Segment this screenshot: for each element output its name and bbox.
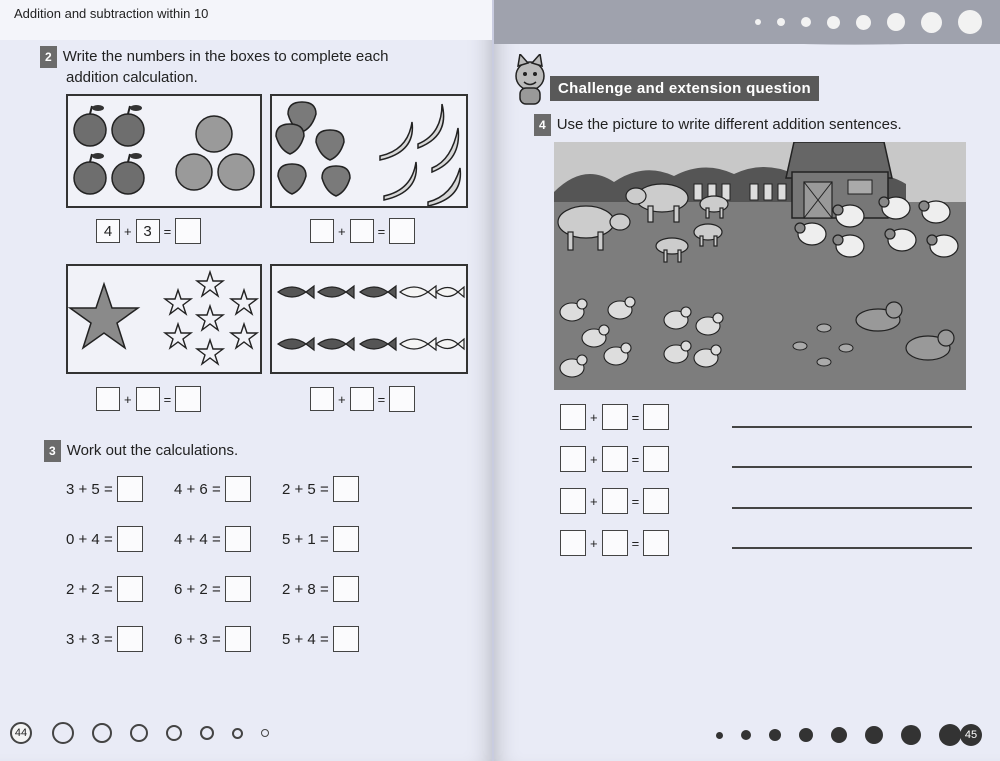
calc-row <box>66 626 390 652</box>
calc-expression: 4 + 4 = <box>174 530 221 548</box>
dot-icon <box>769 729 781 741</box>
calc-item <box>66 626 174 652</box>
q2-line1: Write the numbers in the boxes to complete each <box>62 48 389 65</box>
dot-icon <box>958 10 982 34</box>
dot-icon <box>921 12 942 33</box>
calc-row <box>66 526 390 552</box>
answer-box[interactable] <box>560 530 586 556</box>
answer-box[interactable] <box>602 404 628 430</box>
small-star-icon <box>197 306 223 330</box>
calc-item <box>174 576 282 602</box>
running-title: Addition and subtraction within 10 <box>14 6 209 21</box>
panel-fish <box>270 264 468 374</box>
q4-number: 4 <box>534 114 551 136</box>
dot-icon <box>166 725 182 741</box>
calc-expression: 2 + 8 = <box>282 580 329 598</box>
dot-icon <box>716 732 723 739</box>
dot-icon <box>901 725 921 745</box>
progress-dots-left <box>52 722 269 744</box>
answer-box[interactable] <box>117 626 143 652</box>
panel-strawberries-bananas <box>270 94 468 208</box>
large-star-icon <box>70 284 138 348</box>
dot-icon <box>777 18 785 26</box>
farm-picture <box>554 142 966 390</box>
right-page <box>494 0 1000 761</box>
apple-icon <box>74 114 106 146</box>
apple-icon <box>74 162 106 194</box>
progress-dots-top <box>755 10 982 34</box>
calc-item <box>174 476 282 502</box>
banana-icon <box>384 162 416 200</box>
calc-item <box>174 526 282 552</box>
q3-instruction: Work out the calculations. <box>66 442 239 459</box>
dot-icon <box>200 726 214 740</box>
dot-icon <box>52 722 74 744</box>
answer-box[interactable] <box>350 387 374 411</box>
plus-sign: + <box>338 223 346 239</box>
dot-icon <box>130 724 148 742</box>
small-star-icon <box>231 324 257 348</box>
q2-equation-3 <box>96 386 201 412</box>
answer-box[interactable] <box>389 218 415 244</box>
stars-illustration <box>68 266 260 372</box>
q4-sentence-4 <box>560 530 669 556</box>
challenge-banner: Challenge and extension question <box>550 76 819 101</box>
calc-expression: 3 + 5 = <box>66 480 113 498</box>
answer-box[interactable] <box>136 387 160 411</box>
calc-expression: 0 + 4 = <box>66 530 113 548</box>
banana-icon <box>418 104 444 148</box>
q2-line2: addition calculation. <box>66 69 198 86</box>
white-fish-icon <box>400 286 436 298</box>
q2-text <box>40 46 480 88</box>
page-number-left: 44 <box>10 722 32 744</box>
calc-item <box>282 626 390 652</box>
answer-box[interactable] <box>389 386 415 412</box>
calc-item <box>282 476 390 502</box>
small-star-icon <box>165 290 191 314</box>
answer-box[interactable] <box>602 530 628 556</box>
answer-box[interactable] <box>225 476 251 502</box>
small-star-icon <box>197 340 223 364</box>
plus-sign: + <box>590 493 598 509</box>
calc-row <box>66 576 390 602</box>
apple-icon <box>112 114 144 146</box>
q2-equation-4 <box>310 386 415 412</box>
equals-sign: = <box>631 493 640 509</box>
q3-number: 3 <box>44 440 61 462</box>
answer-line[interactable] <box>732 466 972 468</box>
answer-box[interactable] <box>333 476 359 502</box>
apple-icon <box>112 162 144 194</box>
progress-dots-right <box>716 724 961 746</box>
calc-expression: 5 + 1 = <box>282 530 329 548</box>
calc-row <box>66 476 390 502</box>
answer-box[interactable] <box>643 530 669 556</box>
dot-icon <box>801 17 811 27</box>
answer-box[interactable] <box>225 576 251 602</box>
equals-sign: = <box>377 223 386 239</box>
answer-box[interactable] <box>643 404 669 430</box>
dot-icon <box>799 728 813 742</box>
dark-fish-icon <box>278 286 314 298</box>
small-star-icon <box>231 290 257 314</box>
calc-expression: 6 + 3 = <box>174 630 221 648</box>
q4-instruction: Use the picture to write different addition sentences. <box>556 116 902 133</box>
calc-item <box>66 576 174 602</box>
plus-sign: + <box>590 535 598 551</box>
dot-icon <box>741 730 751 740</box>
calc-expression: 6 + 2 = <box>174 580 221 598</box>
dot-icon <box>827 16 840 29</box>
answer-box[interactable] <box>560 446 586 472</box>
answer-box[interactable] <box>96 387 120 411</box>
dot-icon <box>92 723 112 743</box>
equals-sign: = <box>631 409 640 425</box>
answer-box[interactable] <box>225 526 251 552</box>
white-fish-icon <box>400 338 436 350</box>
mouse-icon <box>793 342 807 350</box>
answer-box[interactable] <box>560 488 586 514</box>
answer-box[interactable] <box>333 526 359 552</box>
answer-box[interactable] <box>117 576 143 602</box>
header-wave <box>494 34 1000 48</box>
q4-sentence-1 <box>560 404 669 430</box>
answer-box[interactable] <box>333 576 359 602</box>
left-page <box>0 0 494 761</box>
cat-mascot-icon <box>508 54 552 106</box>
q2-number: 2 <box>40 46 57 68</box>
q4-sentence-3 <box>560 488 669 514</box>
dot-icon <box>887 13 905 31</box>
banana-icon <box>428 168 460 206</box>
equals-sign: = <box>631 535 640 551</box>
mouse-icon <box>839 344 853 352</box>
mouse-icon <box>817 358 831 366</box>
dot-icon <box>755 19 761 25</box>
q4-sentence-2 <box>560 446 669 472</box>
orange-icon <box>196 116 232 152</box>
strawberry-icon <box>276 124 304 154</box>
panel-stars <box>66 264 262 374</box>
answer-box[interactable] <box>225 626 251 652</box>
calc-item <box>282 526 390 552</box>
white-fish-icon <box>436 287 464 297</box>
dark-fish-icon <box>278 338 314 350</box>
calc-expression: 2 + 5 = <box>282 480 329 498</box>
answer-box[interactable] <box>175 218 201 244</box>
q4-text <box>534 114 902 136</box>
dot-icon <box>232 728 243 739</box>
answer-box[interactable] <box>350 219 374 243</box>
dot-icon <box>865 726 883 744</box>
dot-icon <box>261 729 269 737</box>
calc-expression: 5 + 4 = <box>282 630 329 648</box>
answer-box[interactable] <box>117 526 143 552</box>
calc-item <box>66 476 174 502</box>
answer-box[interactable] <box>117 476 143 502</box>
equals-sign: = <box>163 223 172 239</box>
q2-equation-1 <box>96 218 201 244</box>
small-star-icon <box>197 272 223 296</box>
dark-fish-icon <box>360 286 396 298</box>
strawberries-bananas-illustration <box>272 96 466 206</box>
calc-item <box>66 526 174 552</box>
calc-expression: 2 + 2 = <box>66 580 113 598</box>
white-fish-icon <box>436 339 464 349</box>
calc-expression: 3 + 3 = <box>66 630 113 648</box>
dot-icon <box>831 727 847 743</box>
answer-box[interactable] <box>560 404 586 430</box>
orange-icon <box>176 154 212 190</box>
calc-item <box>174 626 282 652</box>
dot-icon <box>939 724 961 746</box>
orange-icon <box>218 154 254 190</box>
q3-text <box>44 440 238 462</box>
plus-sign: + <box>590 409 598 425</box>
page-number-right: 45 <box>960 724 982 746</box>
strawberry-icon <box>316 130 344 160</box>
answer-box[interactable] <box>175 386 201 412</box>
strawberry-icon <box>278 164 306 194</box>
calc-item <box>282 576 390 602</box>
answer-box[interactable] <box>602 488 628 514</box>
equals-sign: = <box>377 391 386 407</box>
answer-box[interactable] <box>333 626 359 652</box>
mouse-icon <box>817 324 831 332</box>
answer-box[interactable] <box>602 446 628 472</box>
dark-fish-icon <box>318 286 354 298</box>
plus-sign: + <box>124 223 132 239</box>
answer-box[interactable] <box>310 387 334 411</box>
strawberry-icon <box>322 166 350 196</box>
plus-sign: + <box>124 391 132 407</box>
panel-apples-oranges <box>66 94 262 208</box>
dot-icon <box>856 15 871 30</box>
banana-icon <box>380 122 412 160</box>
small-star-icon <box>165 324 191 348</box>
fish-illustration <box>272 266 466 372</box>
answer-line[interactable] <box>732 426 972 428</box>
answer-box[interactable] <box>310 219 334 243</box>
answer-box[interactable] <box>643 488 669 514</box>
farm-illustration <box>554 142 966 390</box>
dark-fish-icon <box>318 338 354 350</box>
dark-fish-icon <box>360 338 396 350</box>
q2-equation-2 <box>310 218 415 244</box>
answer-box[interactable]: 4 <box>96 219 120 243</box>
equals-sign: = <box>631 451 640 467</box>
apples-oranges-illustration <box>68 96 260 206</box>
equals-sign: = <box>163 391 172 407</box>
answer-box[interactable]: 3 <box>136 219 160 243</box>
answer-box[interactable] <box>643 446 669 472</box>
answer-line[interactable] <box>732 507 972 509</box>
calc-expression: 4 + 6 = <box>174 480 221 498</box>
answer-line[interactable] <box>732 547 972 549</box>
plus-sign: + <box>338 391 346 407</box>
plus-sign: + <box>590 451 598 467</box>
